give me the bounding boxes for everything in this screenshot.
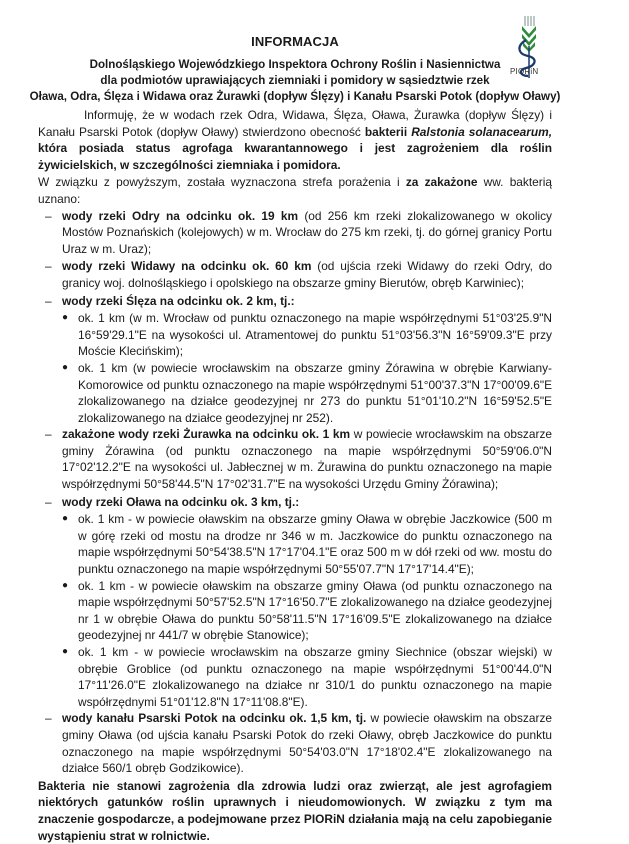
sublist-item	[38, 511, 552, 577]
item-heading: wody kanału Psarski Potok na odcinku ok. 1,5 km, tj.	[62, 711, 367, 726]
species-name: Ralstonia solanacearum,	[411, 124, 552, 139]
intro-text: Informuję, że w wodach rzek Odra, Widawa, Ślęza, Oława, Żurawka (dopływ Ślęzy) i Kanału Psarski Potok (dopływ Oławy) stwierdzono obecność	[38, 108, 552, 139]
intro-bold-cont: która posiada status agrofaga kwarantannowego i jest zagrożeniem dla roślin żywicielskich, w szczególności ziemniaka i pomidora.	[38, 141, 552, 172]
dash-marker: –	[45, 427, 52, 442]
intro-paragraph	[38, 107, 552, 173]
subtitle-line: Oława, Odra, Ślęza i Widawa oraz Żurawki (dopływ Ślęzy) i Kanału Psarski Potok (dopływ Oławy)	[29, 90, 561, 104]
piorin-logo-icon	[506, 12, 550, 92]
sleza-sublist-container	[38, 310, 552, 426]
dash-marker: –	[45, 259, 52, 274]
sublist-item	[38, 360, 552, 426]
infected-waters-list	[38, 208, 552, 777]
document-title: INFORMACJA	[251, 34, 339, 49]
zone-text-end: ww. bakterią uznano:	[38, 175, 552, 206]
item-heading: wody rzeki Widawy na odcinku ok. 60 km	[62, 259, 312, 274]
olawa-sublist-container	[38, 511, 552, 710]
list-item-widawa	[38, 258, 552, 291]
logo-label: PIORiN	[510, 67, 539, 76]
sublist-text: ok. 1 km - w powiecie oławskim na obszarze gminy Oława (od punktu oznaczonego na mapie współrzędnymi 50°57'52.5"N 17°16'50.7"E zlokalizowanego na działce geodezyjnej nr 1 w obrębie Oława do punktu 50°58'11.5"N 17°16'09.5"E zlokalizowanego na działce geodezyjnej nr 441/7 w obrębie Stanowice);	[78, 578, 552, 643]
sublist-text: ok. 1 km (w m. Wrocław od punktu oznaczonego na mapie współrzędnymi 51°03'25.9"N 16°59'29.1"E na wysokości ul. Atramentowej do punktu 51°03'56.3"N 16°59'09.3"E przy Moście Klecińskim);	[78, 311, 552, 359]
document-subtitle	[20, 57, 570, 106]
list-item-odra	[38, 208, 552, 258]
item-heading: wody rzeki Odry na odcinku ok. 19 km	[62, 208, 299, 223]
list-item-sleza	[38, 293, 552, 310]
sublist-text: ok. 1 km (w powiecie wrocławskim na obszarze gminy Żórawina w obrębie Karwiany-Komorowice od punktu oznaczonego na mapie współrzędnymi 51°00'37.3"N 17°00'09.6"E zlokalizowanego na działce geodezyjnej nr 273 do punktu 51°01'10.2"N 16°59'52.5"E zlokalizowanego na działce geodezyjnej nr 252).	[78, 360, 552, 425]
document-body	[38, 107, 552, 844]
item-heading: wody rzeki Oława na odcinku ok. 3 km, tj.:	[62, 494, 300, 509]
zone-text: W związku z powyższym, została wyznaczona strefa porażenia i	[38, 175, 406, 190]
zone-paragraph	[38, 174, 552, 207]
dash-marker: –	[45, 494, 52, 509]
dash-marker: –	[45, 711, 52, 726]
list-item-psarski-potok	[38, 710, 552, 776]
item-heading: wody rzeki Ślęza na odcinku ok. 2 km, tj.:	[62, 293, 295, 308]
sublist-item	[38, 644, 552, 710]
bullet-icon: ●	[62, 312, 69, 324]
sublist-item	[38, 578, 552, 644]
bullet-icon: ●	[62, 579, 69, 591]
item-heading: zakażone wody rzeki Żurawka na odcinku ok. 1 km	[62, 427, 351, 442]
dash-marker: –	[45, 208, 52, 223]
item-text: (od 256 km rzeki zlokalizowanego w okolicy Mostów Poznańskich (kolejowych) w m. Wrocław do 275 km rzeki, tj. do górnej granicy Portu Uraz w m. Uraz);	[62, 208, 552, 256]
closing-paragraph: Bakteria nie stanowi zagrożenia dla zdrowia ludzi oraz zwierząt, ale jest agrofagiem niektórych gatunków roślin uprawnych i nieudomowionych. W związku z tym ma znaczenie gospodarcze, a podejmowane przez PIORiN działania mają na celu zapobieganie wystąpieniu strat w rolnictwie.	[38, 778, 552, 843]
subtitle-line: Dolnośląskiego Wojewódzkiego Inspektora Ochrony Roślin i Nasiennictwa	[89, 58, 501, 71]
subtitle-line: dla podmiotów uprawiających ziemniaki i pomidory w sąsiedztwie rzek	[100, 74, 490, 88]
list-item-olawa	[38, 494, 552, 511]
item-text: w powiecie oławskim na obszarze gminy Oława (od ujścia kanału Psarski Potok do rzeki Oławy, obręb Jaczkowice do punktu oznaczonego na mapie współrzędnymi 50°54'03.0"N 17°18'02.4"E zlokalizowanego na działce 560/1 obręb Godzikowice).	[62, 711, 553, 776]
sublist-item	[38, 310, 552, 360]
sleza-sublist	[38, 310, 552, 426]
bullet-icon: ●	[62, 646, 69, 657]
bullet-icon: ●	[62, 513, 69, 525]
item-text: (od ujścia rzeki Widawy do rzeki Odry, do granicy woj. dolnośląskiego i opolskiego na obszarze gminy Bierutów, obręb Karwiniec);	[62, 259, 553, 290]
sublist-text: ok. 1 km - w powiecie wrocławskim na obszarze gminy Siechnice (obszar wiejski) w obrębie Groblice (od punktu oznaczonego na mapie współrzędnymi 51°00'44.0"N 17°11'26.0"E zlokalizowanego na działce nr 310/1 do punktu oznaczonego na mapie współrzędnymi 51°01'12.8"N 17°11'08.8"E).	[78, 645, 552, 709]
zone-bold: za zakażone	[405, 175, 478, 190]
olawa-sublist	[38, 511, 552, 710]
list-item-zurawka	[38, 426, 552, 492]
intro-bold: bakterii	[364, 124, 412, 139]
sublist-text: ok. 1 km - w powiecie oławskim na obszarze gminy Oława w obrębie Jaczkowice (500 m w górę rzeki od mostu na drodze nr 346 w m. Jaczkowice do punktu oznaczonego na mapie współrzędnymi 50°54'38.5"N 17°17'04.1"E oraz 500 m w dół rzeki od ww. mostu do punktu oznaczonego na mapie współrzędnymi 50°55'07.7"N 17°17'14.4"E);	[78, 512, 552, 577]
bullet-icon: ●	[62, 361, 69, 373]
item-text: w powiecie wrocławskim na obszarze gminy Żórawina (od punktu oznaczonego na mapie współrzędnymi 50°59'06.0"N 17°02'12.2"E na wysokości ul. Jabłecznej w m. Żurawina do punktu oznaczonego na mapie współrzędnymi 50°58'44.5"N 17°02'31.7"E na wysokości Urzędu Gminy Żórawina);	[62, 427, 553, 492]
dash-marker: –	[45, 293, 52, 308]
